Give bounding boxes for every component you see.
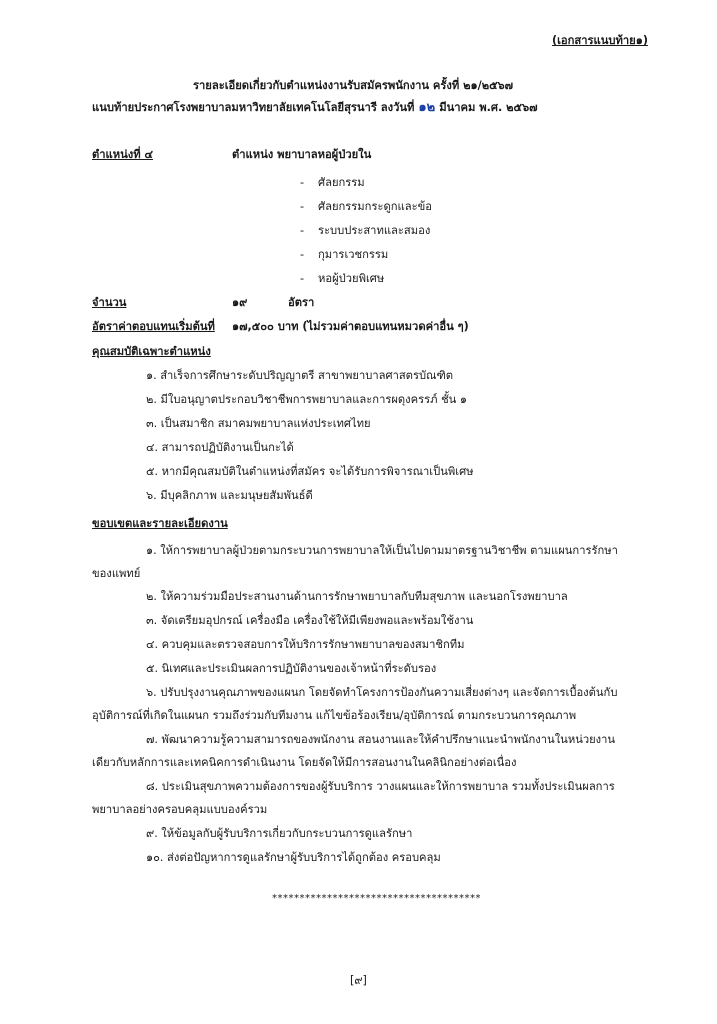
ward-item: กุมารเวชกรรม xyxy=(318,248,389,261)
ward-dash: - xyxy=(300,200,305,213)
qualification-item: ๒. มีใบอนุญาตประกอบวิชาชีพการพยาบาลและการผดุงครรภ์ ชั้น ๑ xyxy=(146,393,467,406)
duty-item: ๓. จัดเตรียมอุปกรณ์ เครื่องมือ เครื่องใช้ให้มีเพียงพอและพร้อมใช้งาน xyxy=(146,614,474,627)
duty-item: ๘. ประเมินสุขภาพความต้องการของผู้รับบริการ วางแผนและให้การพยาบาล รวมทั้งประเมินผลการ xyxy=(146,780,615,793)
qualification-item: ๔. สามารถปฏิบัติงานเป็นกะได้ xyxy=(146,441,294,454)
position-title: ตำแหน่ง พยาบาลหอผู้ป่วยใน xyxy=(232,148,372,161)
salary-label: อัตราค่าตอบแทนเริ่มต้นที่ xyxy=(92,320,215,333)
qualification-item: ๕. หากมีคุณสมบัติในตำแหน่งที่สมัคร จะได้รับการพิจารณาเป็นพิเศษ xyxy=(146,465,474,478)
count-value: ๑๙ xyxy=(232,296,248,309)
qualification-item: ๓. เป็นสมาชิก สมาคมพยาบาลแห่งประเทศไทย xyxy=(146,417,371,430)
duty-item: ๕. นิเทศและประเมินผลการปฏิบัติงานของเจ้าหน้าที่ระดับรอง xyxy=(146,662,437,675)
duty-item-continued: พยาบาลอย่างครอบคลุมแบบองค์รวม xyxy=(92,803,268,816)
position-label: ตำแหน่งที่ ๔ xyxy=(92,148,153,161)
ward-item: ศัลยกรรม xyxy=(318,176,365,189)
salary-value: ๑๗,๕๐๐ บาท (ไม่รวมค่าตอบแทนหมวดค่าอื่น ๆ) xyxy=(232,320,469,333)
attachment-note: (เอกสารแนบท้าย๑) xyxy=(552,34,648,47)
handwritten-date: ๑๒ xyxy=(418,100,436,115)
ward-item: ระบบประสาทและสมอง xyxy=(318,224,431,237)
duty-item: ๑๐. ส่งต่อปัญหาการดูแลรักษาผู้รับบริการได้ถูกต้อง ครอบคลุม xyxy=(146,851,441,864)
duty-item-continued: ของแพทย์ xyxy=(92,567,141,580)
duty-item: ๗. พัฒนาความรู้ความสามารถของพนักงาน สอนงานและให้คำปรึกษาแนะนำพนักงานในหน่วยงาน xyxy=(146,733,616,746)
qualification-item: ๖. มีบุคลิกภาพ และมนุษยสัมพันธ์ดี xyxy=(146,489,313,502)
ward-dash: - xyxy=(300,272,305,285)
ward-dash: - xyxy=(300,176,305,189)
title-line2-suffix: มีนาคม พ.ศ. ๒๕๖๗ xyxy=(439,101,538,114)
duty-item: ๒. ให้ความร่วมมือประสานงานด้านการรักษาพยาบาลกับทีมสุขภาพ และนอกโรงพยาบาล xyxy=(146,590,568,603)
duty-item-continued: เดียวกับหลักการและเทคนิคการดำเนินงาน โดยจัดให้มีการสอนงานในคลินิกอย่างต่อเนื่อง xyxy=(92,756,517,769)
duties-heading: ขอบเขตและรายละเอียดงาน xyxy=(92,517,228,530)
qualification-item: ๑. สำเร็จการศึกษาระดับปริญญาตรี สาขาพยาบาลศาสตรบัณฑิต xyxy=(146,369,453,382)
document-title-line1: รายละเอียดเกี่ยวกับตำแหน่งงานรับสมัครพนักงาน ครั้งที่ ๒๑/๒๕๖๗ xyxy=(193,79,514,92)
duty-item: ๔. ควบคุมและตรวจสอบการให้บริการรักษาพยาบาลของสมาชิกทีม xyxy=(146,638,465,651)
ward-item: หอผู้ป่วยพิเศษ xyxy=(318,272,385,285)
page-number: [๙] xyxy=(350,974,367,987)
document-title-line2 xyxy=(92,101,538,115)
duty-item: ๖. ปรับปรุงงานคุณภาพของแผนก โดยจัดทำโครงการป้องกันความเสี่ยงต่างๆ และจัดการเบื้องต้นกับ xyxy=(146,686,618,699)
duty-item: ๙. ให้ข้อมูลกับผู้รับบริการเกี่ยวกับกระบวนการดูแลรักษา xyxy=(146,827,413,840)
qualifications-heading: คุณสมบัติเฉพาะตำแหน่ง xyxy=(92,345,211,358)
count-unit: อัตรา xyxy=(288,296,315,309)
ward-dash: - xyxy=(300,224,305,237)
ward-item: ศัลยกรรมกระดูกและข้อ xyxy=(318,200,432,213)
duty-item: ๑. ให้การพยาบาลผู้ป่วยตามกระบวนการพยาบาลให้เป็นไปตามมาตรฐานวิชาชีพ ตามแผนการรักษา xyxy=(146,544,618,557)
title-line2-prefix: แนบท้ายประกาศโรงพยาบาลมหาวิทยาลัยเทคโนโลยีสุรนารี ลงวันที่ xyxy=(92,101,415,114)
ward-dash: - xyxy=(300,248,305,261)
duty-item-continued: อุบัติการณ์ที่เกิดในแผนก รวมถึงร่วมกับทีมงาน แก้ไขข้อร้องเรียน/อุบัติการณ์ ตามกระบวนการคุณภาพ xyxy=(92,709,577,722)
end-separator: ************************************** xyxy=(272,893,481,904)
count-label: จำนวน xyxy=(92,296,127,309)
